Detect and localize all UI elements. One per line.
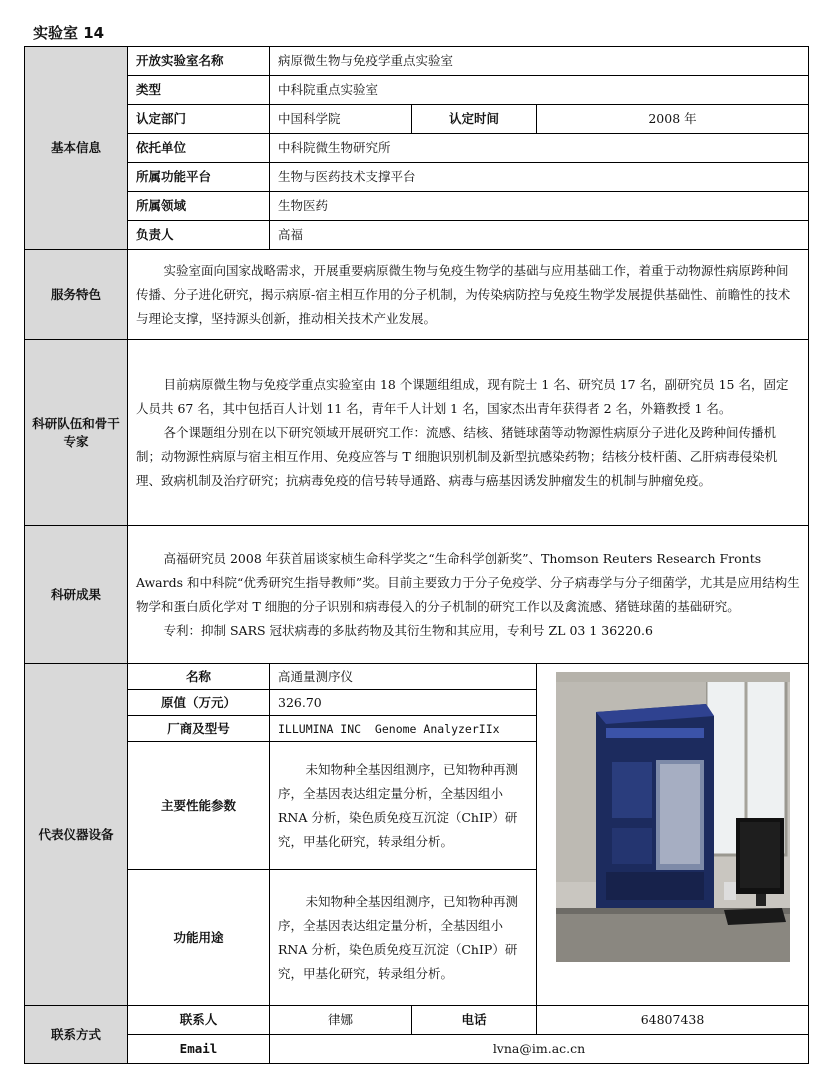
section-team [25, 340, 128, 526]
page-title: 实验室 14 [33, 24, 105, 42]
instrument-price-value: 326.70 [270, 690, 537, 716]
section-team-label: 科研队伍和骨干专家 [32, 415, 120, 449]
instrument-model-label: 厂商及型号 [128, 716, 270, 742]
team-text-1: 目前病原微生物与免疫学重点实验室由 18 个课题组组成，现有院士 1 名、研究员 17 名，副研究员 15 名，固定人员共 67 名，其中包括百人计划 11 名，青年千人计划 1 名，国家杰出青年获得者 2 名，外籍教授 1 名。 [136, 376, 789, 416]
instrument-name-value: 高通量测序仪 [270, 664, 537, 690]
platform-value: 生物与医药技术支撑平台 [270, 163, 809, 192]
section-contact: 联系方式 [25, 1006, 128, 1064]
team-text-cell [128, 340, 809, 526]
contact-person-label: 联系人 [128, 1006, 270, 1035]
instrument-usage-label: 功能用途 [128, 870, 270, 1006]
time-value: 2008 年 [537, 105, 809, 134]
instrument-usage-cell [270, 870, 537, 1006]
section-instrument-label: 代表仪器设备 [38, 826, 114, 842]
type-value: 中科院重点实验室 [270, 76, 809, 105]
instrument-price-label: 原值（万元） [128, 690, 270, 716]
field-value: 生物医药 [270, 192, 809, 221]
leader-label: 负责人 [128, 221, 270, 250]
contact-phone-value: 64807438 [537, 1006, 809, 1035]
lab-info-table [24, 46, 809, 1064]
service-text-cell [128, 250, 809, 340]
contact-email-value: lvna@im.ac.cn [270, 1035, 809, 1064]
time-label: 认定时间 [412, 105, 537, 134]
instrument-name-label: 名称 [128, 664, 270, 690]
achievement-text-2: 专利：抑制 SARS 冠状病毒的多肽药物及其衍生物和其应用，专利号 ZL 03 1 36220.6 [163, 622, 653, 638]
instrument-usage-value: 未知物种全基因组测序，已知物种再测序，全基因表达组定量分析，全基因组小 RNA 分析，染色质免疫互沉淀（ChIP）研究，甲基化研究，转录组分析。 [278, 893, 519, 981]
instrument-photo [556, 672, 790, 962]
section-service: 服务特色 [25, 250, 128, 340]
contact-email-label: Email [128, 1035, 270, 1064]
section-basic: 基本信息 [25, 47, 128, 250]
contact-phone-label: 电话 [412, 1006, 537, 1035]
field-label: 所属领域 [128, 192, 270, 221]
instrument-model-value: ILLUMINA INC Genome AnalyzerIIx [270, 716, 537, 742]
dept-label: 认定部门 [128, 105, 270, 134]
dept-value: 中国科学院 [270, 105, 412, 134]
section-instrument [25, 664, 128, 1006]
section-achievements: 科研成果 [25, 526, 128, 664]
unit-value: 中科院微生物研究所 [270, 134, 809, 163]
unit-label: 依托单位 [128, 134, 270, 163]
type-label: 类型 [128, 76, 270, 105]
lab-name-label: 开放实验室名称 [128, 47, 270, 76]
instrument-params-cell [270, 742, 537, 870]
service-text: 实验室面向国家战略需求，开展重要病原微生物与免疫生物学的基础与应用基础工作，着重于动物源性病原跨种间传播、分子进化研究，揭示病原-宿主相互作用的分子机制，为传染病防控与免疫生物学发展提供基础性、前瞻性的技术与理论支撑，坚持源头创新，推动相关技术产业发展。 [136, 262, 791, 326]
leader-value: 高福 [270, 221, 809, 250]
instrument-photo-cell [537, 664, 809, 1006]
instrument-params-value: 未知物种全基因组测序，已知物种再测序，全基因表达组定量分析，全基因组小 RNA 分析，染色质免疫互沉淀（ChIP）研究，甲基化研究，转录组分析。 [278, 761, 519, 849]
achievement-text-cell [128, 526, 809, 664]
team-text-2: 各个课题组分别在以下研究领域开展研究工作：流感、结核、猪链球菌等动物源性病原分子进化及跨种间传播机制；动物源性病原与宿主相互作用、免疫应答与 T 细胞识别机制及新型抗感染药物；结核分枝杆菌、乙肝病毒侵染机理、致病机制及治疗研究；抗病毒免疫的信号转导通路、病毒与癌基因诱发肿瘤发生的机制与肿瘤免疫。 [136, 424, 778, 488]
platform-label: 所属功能平台 [128, 163, 270, 192]
lab-name-value: 病原微生物与免疫学重点实验室 [270, 47, 809, 76]
achievement-text-1: 高福研究员 2008 年获首届谈家桢生命科学奖之“生命科学创新奖”、Thomson Reuters Research Fronts Awards 和中科院“优秀研究生指导教师”奖。目前主要致力于分子免疫学、分子病毒学与分子细菌学，尤其是应用结构生物学和蛋白质化学对 T 细胞的分子识别和病毒侵入的分子机制的研究工作以及禽流感、猪链球菌的基础研究。 [136, 550, 800, 614]
contact-person-value: 律娜 [270, 1006, 412, 1035]
instrument-params-label: 主要性能参数 [128, 742, 270, 870]
